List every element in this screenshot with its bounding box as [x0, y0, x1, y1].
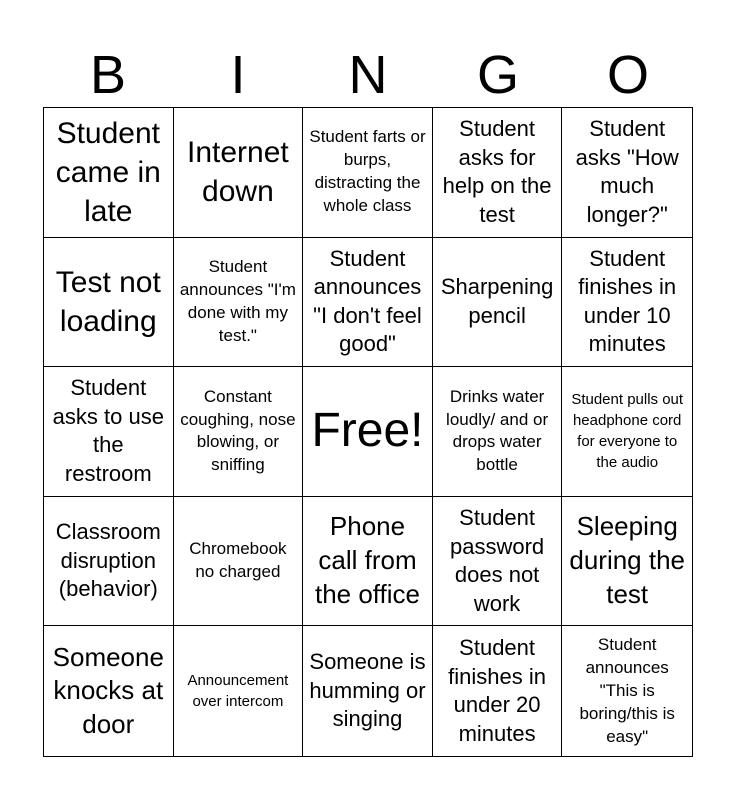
header-letter-g: G — [476, 45, 519, 105]
cell-text: Test not loading — [55, 265, 161, 338]
cell-text: Chromebook no charged — [189, 539, 287, 582]
bingo-cell[interactable] — [174, 626, 304, 756]
header-letter-b: B — [89, 45, 127, 105]
bingo-cell[interactable] — [433, 626, 563, 756]
cell-text: Student password does not work — [450, 504, 545, 616]
bingo-cell[interactable] — [44, 238, 174, 368]
bingo-board — [43, 107, 693, 757]
cell-text: Student pulls out headphone cord for everyone to the audio — [571, 391, 684, 472]
cell-text: Student farts or burps, distracting the whole class — [309, 127, 426, 216]
cell-text: Student announces "I don't feel good" — [313, 245, 422, 357]
cell-text: Student announces "I'm done with my test." — [179, 257, 296, 345]
free-space-text: Free! — [311, 404, 424, 458]
bingo-cell[interactable] — [562, 367, 692, 497]
bingo-cell[interactable] — [174, 497, 304, 627]
cell-text: Announcement over intercom — [187, 672, 289, 711]
cell-text: Student came in late — [55, 116, 161, 228]
cell-text: Student finishes in under 10 minutes — [578, 245, 677, 357]
bingo-cell[interactable] — [433, 497, 563, 627]
bingo-cell[interactable] — [303, 497, 433, 627]
bingo-cell[interactable] — [303, 238, 433, 368]
bingo-cell[interactable] — [303, 626, 433, 756]
cell-text: Student finishes in under 20 minutes — [448, 635, 547, 746]
cell-text: Student asks for help on the test — [442, 116, 552, 227]
free-space-cell[interactable] — [303, 367, 433, 497]
cell-text: Classroom disruption (behavior) — [55, 519, 161, 602]
bingo-cell[interactable] — [562, 108, 692, 238]
cell-text: Someone knocks at door — [52, 641, 164, 740]
cell-text: Constant coughing, nose blowing, or sniffing — [180, 386, 296, 475]
cell-text: Phone call from the office — [314, 511, 421, 609]
bingo-cell[interactable] — [562, 238, 692, 368]
header-letter-n: N — [348, 45, 388, 105]
cell-text: Student announces "This is boring/this is easy" — [579, 634, 675, 746]
bingo-cell[interactable] — [174, 367, 304, 497]
cell-text: Student asks to use the restroom — [52, 375, 164, 487]
bingo-cell[interactable] — [44, 497, 174, 627]
bingo-cell[interactable] — [303, 108, 433, 238]
bingo-header — [43, 44, 693, 106]
bingo-cell[interactable] — [174, 108, 304, 238]
bingo-cell[interactable] — [433, 238, 563, 368]
bingo-cell[interactable] — [44, 108, 174, 238]
bingo-cell[interactable] — [562, 626, 692, 756]
cell-text: Student asks "How much longer?" — [575, 116, 679, 227]
bingo-cell[interactable] — [433, 108, 563, 238]
header-letter-o: O — [606, 45, 649, 105]
cell-text: Someone is humming or singing — [309, 649, 426, 732]
bingo-cell[interactable] — [174, 238, 304, 368]
cell-text: Sleeping during the test — [569, 511, 686, 609]
cell-text: Sharpening pencil — [440, 274, 554, 328]
bingo-cell[interactable] — [44, 367, 174, 497]
cell-text: Drinks water loudly/ and or drops water bottle — [446, 386, 549, 475]
cell-text: Internet down — [187, 136, 289, 209]
bingo-cell[interactable] — [562, 497, 692, 627]
bingo-cell[interactable] — [433, 367, 563, 497]
header-letter-i: I — [230, 45, 246, 105]
bingo-cell[interactable] — [44, 626, 174, 756]
